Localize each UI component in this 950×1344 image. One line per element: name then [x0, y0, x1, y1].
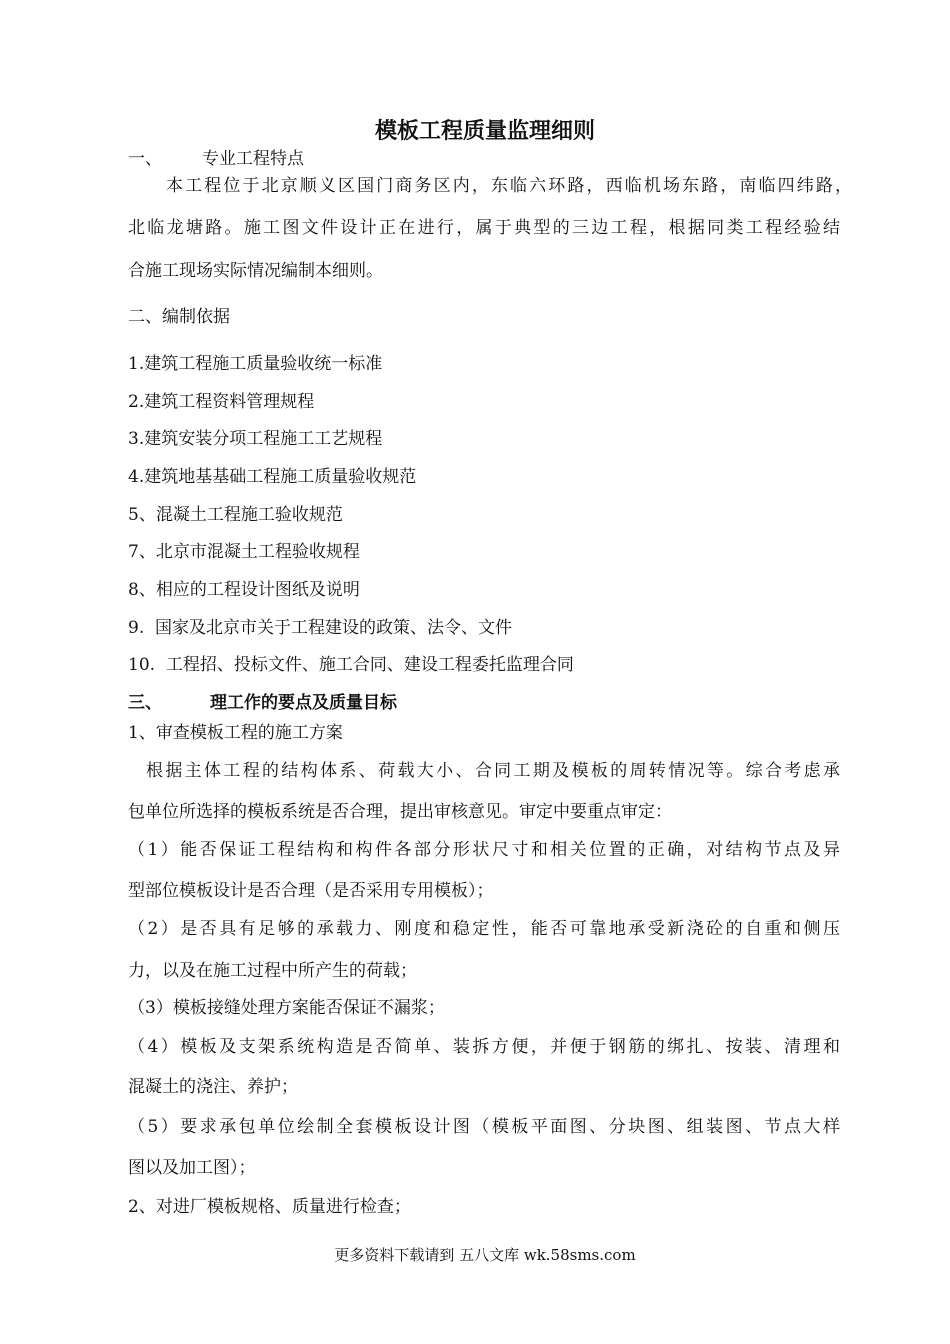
section1-title: 专业工程特点: [202, 149, 304, 169]
section3-line: （2）是否具有足够的承载力、刚度和稳定性，能否可靠地承受新浇砼的自重和侧压: [128, 919, 840, 939]
section3-line: 混凝土的浇注、养护；: [128, 1077, 298, 1097]
section3-line: （1）能否保证工程结构和构件各部分形状尺寸和相关位置的正确，对结构节点及异: [128, 840, 840, 860]
section3-line: 力，以及在施工过程中所产生的荷载；: [128, 961, 417, 981]
section3-subheading: 1、审查模板工程的施工方案: [128, 723, 343, 743]
section3-line: （5）要求承包单位绘制全套模板设计图（模板平面图、分块图、组装图、节点大样: [128, 1117, 840, 1137]
section3-line: 根据主体工程的结构体系、荷载大小、合同工期及模板的周转情况等。综合考虑承: [146, 761, 840, 781]
section3-line: 图以及加工图）；: [128, 1158, 256, 1178]
section3-heading: [128, 691, 397, 715]
section3-line: （4）模板及支架系统构造是否简单、装拆方便，并便于钢筋的绑扎、按装、清理和: [128, 1037, 840, 1057]
basis-item: 5、混凝土工程施工验收规范: [128, 505, 343, 525]
section3-subheading: 2、对进厂模板规格、质量进行检查；: [128, 1197, 411, 1217]
basis-item: 8、相应的工程设计图纸及说明: [128, 580, 360, 600]
section3-title: 理工作的要点及质量目标: [210, 693, 397, 713]
section1-para-line: 北临龙塘路。施工图文件设计正在进行，属于典型的三边工程，根据同类工程经验结: [128, 218, 840, 238]
basis-item: 3.建筑安装分项工程施工工艺规程: [128, 429, 383, 449]
section3-line: 包单位所选择的模板系统是否合理，提出审核意见。审定中要重点审定：: [128, 802, 672, 822]
page-footer: 更多资料下载请到 五八文库 wk.58sms.com: [334, 1246, 636, 1264]
section1-para-line: 合施工现场实际情况编制本细则。: [128, 261, 383, 281]
section1-number: 一、: [128, 149, 162, 169]
basis-item: 7、北京市混凝土工程验收规程: [128, 542, 360, 562]
basis-item: 10. 工程招、投标文件、施工合同、建设工程委托监理合同: [128, 655, 574, 675]
document-title: 模板工程质量监理细则: [374, 118, 595, 144]
section3-line: （3）模板接缝处理方案能否保证不漏浆；: [128, 998, 445, 1018]
section2-heading: 二、编制依据: [128, 307, 230, 327]
basis-item: 2.建筑工程资料管理规程: [128, 392, 315, 412]
section1-heading: [128, 147, 304, 171]
section3-line: 型部位模板设计是否合理（是否采用专用模板）；: [128, 881, 494, 901]
section1-para-line: 本工程位于北京顺义区国门商务区内，东临六环路，西临机场东路，南临四纬路，: [166, 176, 852, 196]
basis-item: 9. 国家及北京市关于工程建设的政策、法令、文件: [128, 618, 513, 638]
section3-number: 三、: [128, 693, 162, 713]
basis-item: 4.建筑地基基础工程施工质量验收规范: [128, 467, 417, 487]
basis-item: 1.建筑工程施工质量验收统一标准: [128, 354, 383, 374]
